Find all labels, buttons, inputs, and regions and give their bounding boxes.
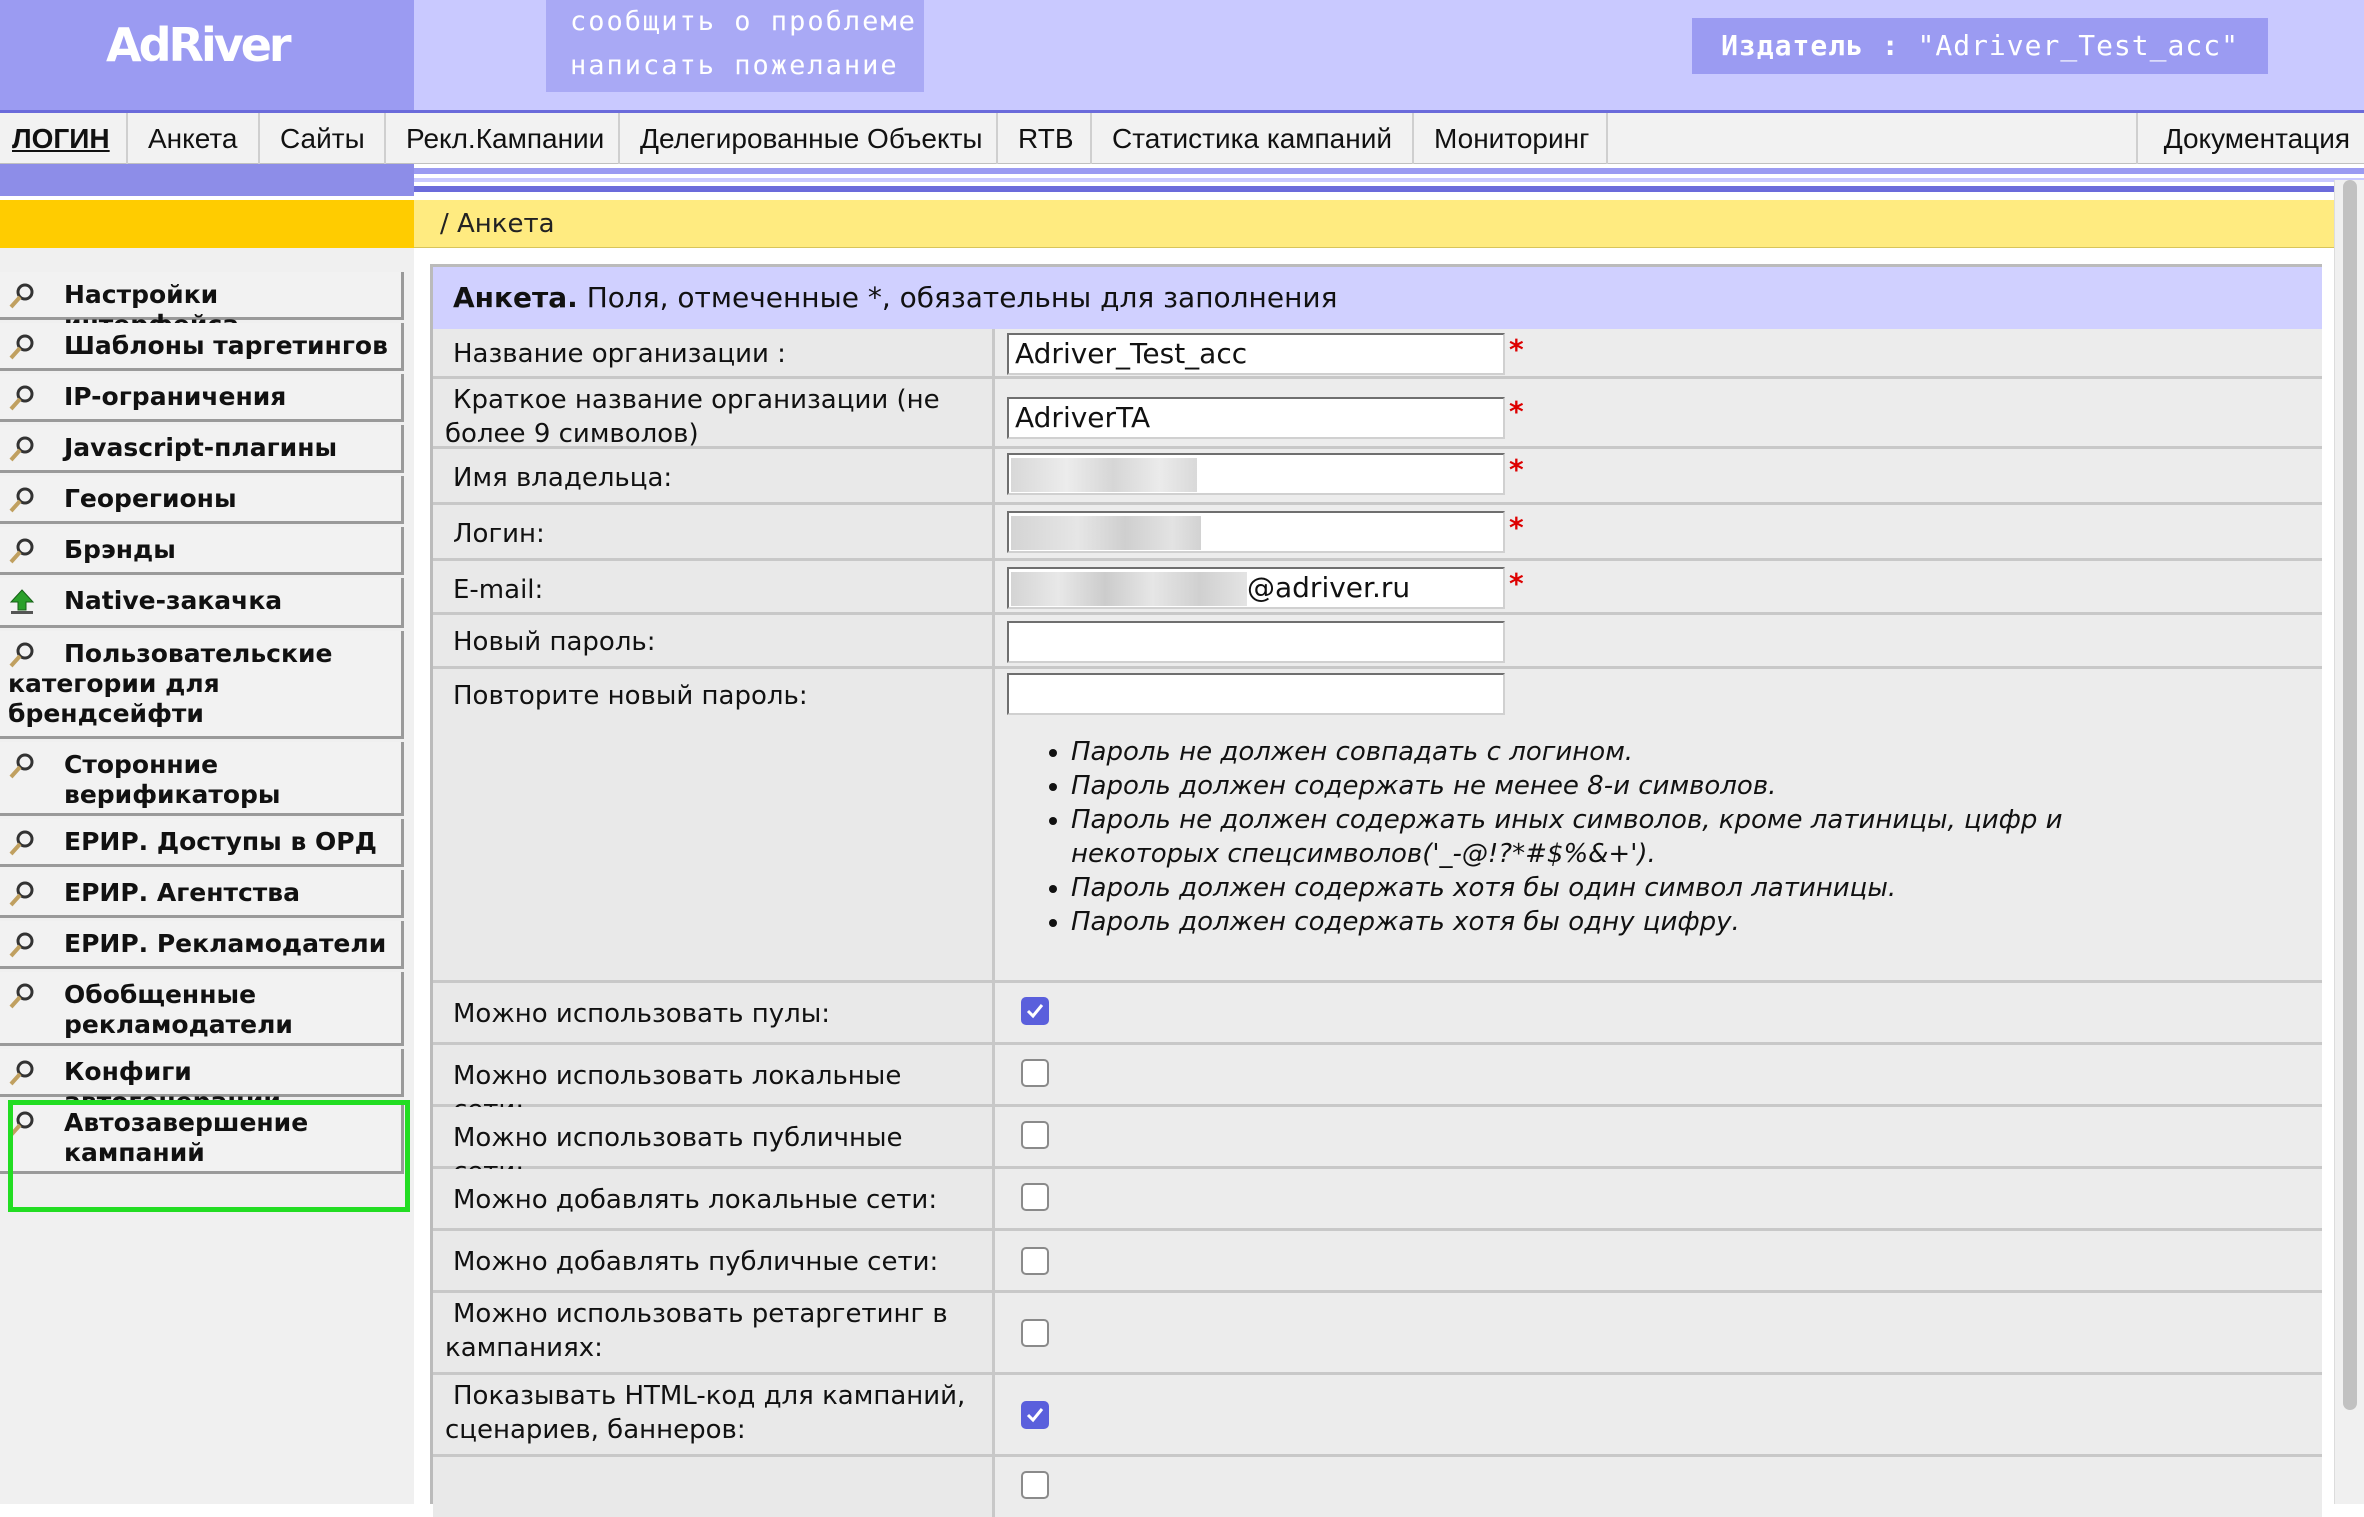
owner-input[interactable] — [1007, 453, 1505, 495]
magnifier-icon — [8, 435, 36, 463]
field-label: Повторите новый пароль: — [433, 669, 995, 980]
report-problem-link[interactable]: сообщить о проблеме — [570, 6, 917, 37]
magnifier-icon — [8, 931, 36, 959]
field-label: E-mail: — [433, 561, 995, 612]
form-header — [433, 267, 2322, 329]
sidebar — [0, 248, 414, 1504]
form-subtitle: Поля, отмеченные *, обязательны для заполнения — [586, 281, 1338, 314]
logo-area — [0, 0, 414, 110]
row-next-partial — [433, 1457, 2322, 1517]
sidebar-item-generalized-advertisers[interactable] — [0, 972, 404, 1046]
row-owner — [433, 449, 2322, 505]
breadcrumb[interactable]: / Анкета — [440, 209, 555, 239]
new-password-input[interactable] — [1007, 621, 1505, 663]
password-rule: • Пароль должен содержать хотя бы одну цифру. — [1071, 905, 2171, 939]
sidebar-item-erir-ord-access[interactable] — [0, 819, 404, 867]
use-retargeting-checkbox[interactable] — [1021, 1319, 1049, 1347]
field-label: Можно добавлять локальные сети: — [433, 1169, 995, 1228]
sidebar-item-erir-advertisers[interactable] — [0, 921, 404, 969]
tab-login[interactable]: ЛОГИН — [0, 113, 128, 164]
row-use-pools — [433, 983, 2322, 1045]
sidebar-item-erir-agencies[interactable] — [0, 870, 404, 918]
row-show-html-code — [433, 1375, 2322, 1457]
field-label: Можно добавлять публичные сети: — [433, 1231, 995, 1290]
upload-arrow-icon — [8, 588, 36, 616]
feedback-box — [546, 0, 924, 92]
breadcrumb-left-block — [0, 200, 414, 248]
field-label: Логин: — [433, 505, 995, 558]
add-public-networks-checkbox[interactable] — [1021, 1247, 1049, 1275]
sidebar-item-label: Автозавершение кампаний — [64, 1108, 309, 1167]
magnifier-icon — [8, 1110, 36, 1138]
field-label: Можно использовать ретаргетинг в кампаниях: — [433, 1293, 995, 1372]
email-domain: @adriver.ru — [1247, 571, 1411, 604]
sidebar-item-label: Брэнды — [64, 535, 176, 564]
page-scrollbar[interactable] — [2334, 180, 2364, 1504]
header-stripes — [0, 164, 2364, 200]
sidebar-item-label: Настройки — [64, 280, 219, 309]
sidebar-item-label: ЕРИР. Агентства — [64, 878, 300, 907]
password-rule: • Пароль не должен совпадать с логином. — [1071, 735, 2171, 769]
magnifier-icon — [8, 1059, 36, 1087]
sidebar-item-native-upload[interactable] — [0, 578, 404, 628]
sidebar-item-label: Javascript-плагины — [64, 433, 338, 462]
magnifier-icon — [8, 486, 36, 514]
field-label: Краткое название организации (не более 9 символов) — [433, 379, 995, 446]
sidebar-item-js-plugins[interactable] — [0, 425, 404, 473]
magnifier-icon — [8, 384, 36, 412]
tab-delegated-objects[interactable]: Делегированные Объекты — [620, 113, 998, 164]
redacted-text — [1011, 516, 1201, 550]
row-new-password — [433, 615, 2322, 669]
tab-sites[interactable]: Сайты — [260, 113, 386, 164]
sidebar-item-label: Native-закачка — [64, 586, 283, 615]
magnifier-icon — [8, 282, 36, 310]
required-mark: * — [1509, 511, 1524, 544]
magnifier-icon — [8, 333, 36, 361]
email-input[interactable] — [1007, 567, 1505, 609]
sidebar-item-brands[interactable] — [0, 527, 404, 575]
magnifier-icon — [8, 537, 36, 565]
org-name-input[interactable]: Adriver_Test_acc — [1007, 333, 1505, 375]
sidebar-item-custom-categories[interactable] — [0, 631, 404, 739]
repeat-password-input[interactable] — [1007, 673, 1505, 715]
sidebar-item-campaign-autocompletion[interactable] — [0, 1100, 404, 1174]
top-header — [0, 0, 2364, 110]
use-pools-checkbox[interactable] — [1021, 997, 1049, 1025]
sidebar-item-label: Георегионы — [64, 484, 237, 513]
sidebar-item-label: Сторонние верификаторы — [64, 750, 281, 809]
tab-campaigns[interactable]: Рекл.Кампании — [386, 113, 620, 164]
row-use-public-networks — [433, 1107, 2322, 1169]
tab-anketa[interactable]: Анкета — [128, 113, 260, 164]
tab-campaign-stats[interactable]: Статистика кампаний — [1092, 113, 1414, 164]
magnifier-icon — [8, 982, 36, 1010]
sidebar-item-label: Шаблоны таргетингов — [64, 331, 388, 360]
field-label: Новый пароль: — [433, 615, 995, 666]
row-login — [433, 505, 2322, 561]
password-rule: • Пароль не должен содержать иных символов, кроме латиницы, цифр и некоторых спецсимволов('_-@!?*#$%&+'). — [1071, 803, 2171, 871]
use-public-networks-checkbox[interactable] — [1021, 1121, 1049, 1149]
password-rules-list — [1041, 735, 2171, 939]
sidebar-item-third-party-verifiers[interactable] — [0, 742, 404, 816]
field-label: Можно использовать локальные — [433, 1045, 995, 1104]
required-mark: * — [1509, 567, 1524, 600]
row-add-public-networks — [433, 1231, 2322, 1293]
row-use-retargeting — [433, 1293, 2322, 1375]
next-checkbox[interactable] — [1021, 1471, 1049, 1499]
row-email — [433, 561, 2322, 615]
sidebar-item-autogeneration-configs[interactable] — [0, 1049, 404, 1097]
row-add-local-networks — [433, 1169, 2322, 1231]
form-title: Анкета. — [453, 281, 578, 314]
scrollbar-thumb[interactable] — [2343, 180, 2357, 1410]
sidebar-item-targeting-templates[interactable] — [0, 323, 404, 371]
sidebar-item-label: ЕРИР. Доступы в ОРД — [64, 827, 377, 856]
magnifier-icon — [8, 752, 36, 780]
required-mark: * — [1509, 453, 1524, 486]
tab-monitoring[interactable]: Мониторинг — [1414, 113, 1608, 164]
sidebar-item-georegions[interactable] — [0, 476, 404, 524]
short-name-input[interactable]: AdriverTA — [1007, 397, 1505, 439]
sidebar-item-label: Обобщенные рекламодатели — [64, 980, 293, 1039]
required-mark: * — [1509, 395, 1524, 428]
field-label: Показывать HTML-код для кампаний, сценариев, баннеров: — [433, 1375, 995, 1454]
field-label: Название организации : — [433, 329, 995, 376]
add-local-networks-checkbox[interactable] — [1021, 1183, 1049, 1211]
password-rule: • Пароль должен содержать хотя бы один символ латиницы. — [1071, 871, 2171, 905]
sidebar-item-label: IP-ограничения — [64, 382, 287, 411]
row-use-local-networks — [433, 1045, 2322, 1107]
publisher-value: "Adriver_Test_acc" — [1917, 29, 2239, 62]
row-repeat-password — [433, 669, 2322, 983]
publisher-label: Издатель : — [1721, 29, 1900, 62]
row-org-name — [433, 329, 2322, 379]
magnifier-icon — [8, 829, 36, 857]
password-rule: • Пароль должен содержать не менее 8-и символов. — [1071, 769, 2171, 803]
show-html-code-checkbox[interactable] — [1021, 1401, 1049, 1429]
breadcrumb-bar — [414, 200, 2334, 248]
required-mark: * — [1509, 333, 1524, 366]
publisher-badge — [1692, 18, 2268, 74]
tab-rtb[interactable]: RTB — [998, 113, 1092, 164]
redacted-text — [1011, 572, 1247, 606]
login-input[interactable] — [1007, 511, 1505, 553]
sidebar-item-label: Конфиги — [64, 1057, 192, 1086]
anketa-form — [430, 264, 2322, 1504]
main-nav — [0, 110, 2364, 164]
sidebar-item-label: Пользовательские категории для брендсейфти — [8, 639, 333, 728]
main-content — [414, 248, 2334, 1504]
redacted-text — [1011, 458, 1197, 492]
use-local-networks-checkbox[interactable] — [1021, 1059, 1049, 1087]
adriver-logo[interactable]: AdRiver — [106, 18, 289, 72]
write-suggestion-link[interactable]: написать пожелание — [570, 50, 899, 81]
field-label — [433, 1457, 995, 1517]
row-short-name — [433, 379, 2322, 449]
sidebar-item-label: ЕРИР. Рекламодатели — [64, 929, 387, 958]
tab-documentation[interactable]: Документация — [2136, 113, 2364, 164]
field-label: Можно использовать публичные — [433, 1107, 995, 1166]
sidebar-item-interface-settings[interactable] — [0, 272, 404, 320]
sidebar-item-ip-restrictions[interactable] — [0, 374, 404, 422]
field-label: Можно использовать пулы: — [433, 983, 995, 1042]
magnifier-icon — [8, 880, 36, 908]
field-label: Имя владельца: — [433, 449, 995, 502]
